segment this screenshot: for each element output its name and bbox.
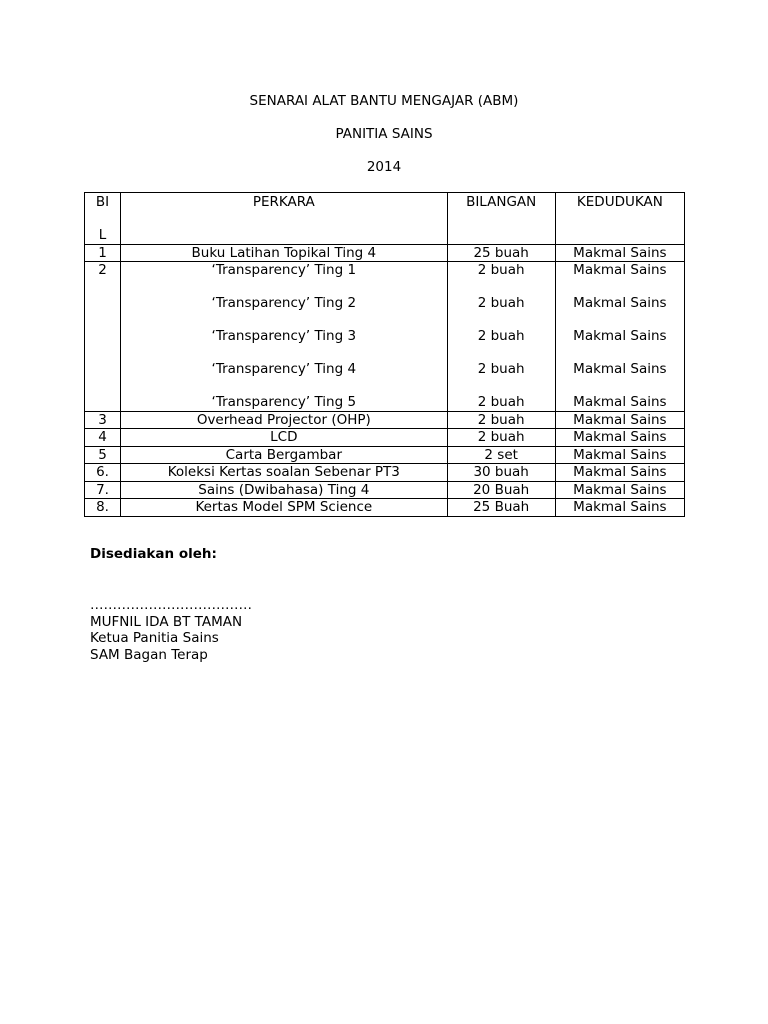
cell-bil: 2 — [85, 262, 121, 412]
cell-bil: 8. — [85, 499, 121, 517]
sub-item-bilangan: 2 buah — [477, 394, 525, 410]
cell-bilangan: 2 buah — [447, 411, 555, 429]
cell-perkara: Koleksi Kertas soalan Sebenar PT3 — [121, 464, 448, 482]
cell-bil: 3 — [85, 411, 121, 429]
signature-block — [90, 597, 252, 663]
cell-perkara — [121, 262, 448, 412]
cell-kedudukan: Makmal Sains — [555, 499, 684, 517]
cell-bilangan: 20 Buah — [447, 481, 555, 499]
cell-kedudukan: Makmal Sains — [555, 429, 684, 447]
cell-kedudukan: Makmal Sains — [555, 244, 684, 262]
sub-item-bilangan: 2 buah — [477, 328, 525, 344]
header-bilangan: BILANGAN — [447, 193, 555, 245]
cell-kedudukan: Makmal Sains — [555, 464, 684, 482]
abm-table — [84, 192, 685, 517]
table-row — [85, 446, 685, 464]
sub-item-perkara: ‘Transparency’ Ting 4 — [211, 361, 357, 377]
prepared-by-label: Disediakan oleh: — [90, 546, 217, 562]
sub-item-perkara: ‘Transparency’ Ting 3 — [211, 328, 357, 344]
header-perkara: PERKARA — [121, 193, 448, 245]
cell-perkara: Overhead Projector (OHP) — [121, 411, 448, 429]
sub-item-kedudukan: Makmal Sains — [573, 394, 667, 410]
cell-bilangan: 2 set — [447, 446, 555, 464]
cell-bilangan: 25 buah — [447, 244, 555, 262]
signatory-position: Ketua Panitia Sains — [90, 630, 219, 646]
cell-perkara: Carta Bergambar — [121, 446, 448, 464]
document-year: 2014 — [366, 159, 402, 175]
cell-bilangan: 2 buah — [447, 429, 555, 447]
header-bil — [85, 193, 121, 245]
cell-bil: 1 — [85, 244, 121, 262]
cell-bilangan: 30 buah — [447, 464, 555, 482]
table-row — [85, 481, 685, 499]
cell-perkara: Kertas Model SPM Science — [121, 499, 448, 517]
cell-bil: 7. — [85, 481, 121, 499]
table-row — [85, 429, 685, 447]
sub-item-perkara: ‘Transparency’ Ting 1 — [211, 262, 357, 278]
cell-bil: 4 — [85, 429, 121, 447]
table-row — [85, 411, 685, 429]
sub-item-perkara: ‘Transparency’ Ting 2 — [211, 295, 357, 311]
cell-perkara: Buku Latihan Topikal Ting 4 — [121, 244, 448, 262]
sub-item-perkara: ‘Transparency’ Ting 5 — [211, 394, 357, 410]
cell-kedudukan: Makmal Sains — [555, 481, 684, 499]
header-kedudukan: KEDUDUKAN — [555, 193, 684, 245]
document-subtitle: PANITIA SAINS — [335, 126, 433, 142]
cell-kedudukan — [555, 262, 684, 412]
header-bil-line2: L — [98, 227, 107, 243]
cell-kedudukan: Makmal Sains — [555, 411, 684, 429]
table-row — [85, 499, 685, 517]
cell-perkara: LCD — [121, 429, 448, 447]
document-title: SENARAI ALAT BANTU MENGAJAR (ABM) — [249, 93, 519, 109]
sub-item-bilangan: 2 buah — [477, 262, 525, 278]
signature-line: ……………………………… — [90, 597, 252, 613]
sub-item-kedudukan: Makmal Sains — [573, 361, 667, 377]
table-row — [85, 244, 685, 262]
sub-item-bilangan: 2 buah — [477, 295, 525, 311]
cell-bilangan — [447, 262, 555, 412]
signatory-school: SAM Bagan Terap — [90, 646, 208, 663]
sub-item-kedudukan: Makmal Sains — [573, 295, 667, 311]
sub-item-bilangan: 2 buah — [477, 361, 525, 377]
header-bil-line1: BI — [95, 194, 110, 210]
table-header-row — [85, 193, 685, 245]
table-row — [85, 464, 685, 482]
cell-perkara: Sains (Dwibahasa) Ting 4 — [121, 481, 448, 499]
cell-bilangan: 25 Buah — [447, 499, 555, 517]
signatory-name: MUFNIL IDA BT TAMAN — [90, 613, 243, 630]
table-row — [85, 262, 685, 412]
cell-bil: 5 — [85, 446, 121, 464]
sub-item-kedudukan: Makmal Sains — [573, 328, 667, 344]
cell-kedudukan: Makmal Sains — [555, 446, 684, 464]
cell-bil: 6. — [85, 464, 121, 482]
sub-item-kedudukan: Makmal Sains — [573, 262, 667, 278]
